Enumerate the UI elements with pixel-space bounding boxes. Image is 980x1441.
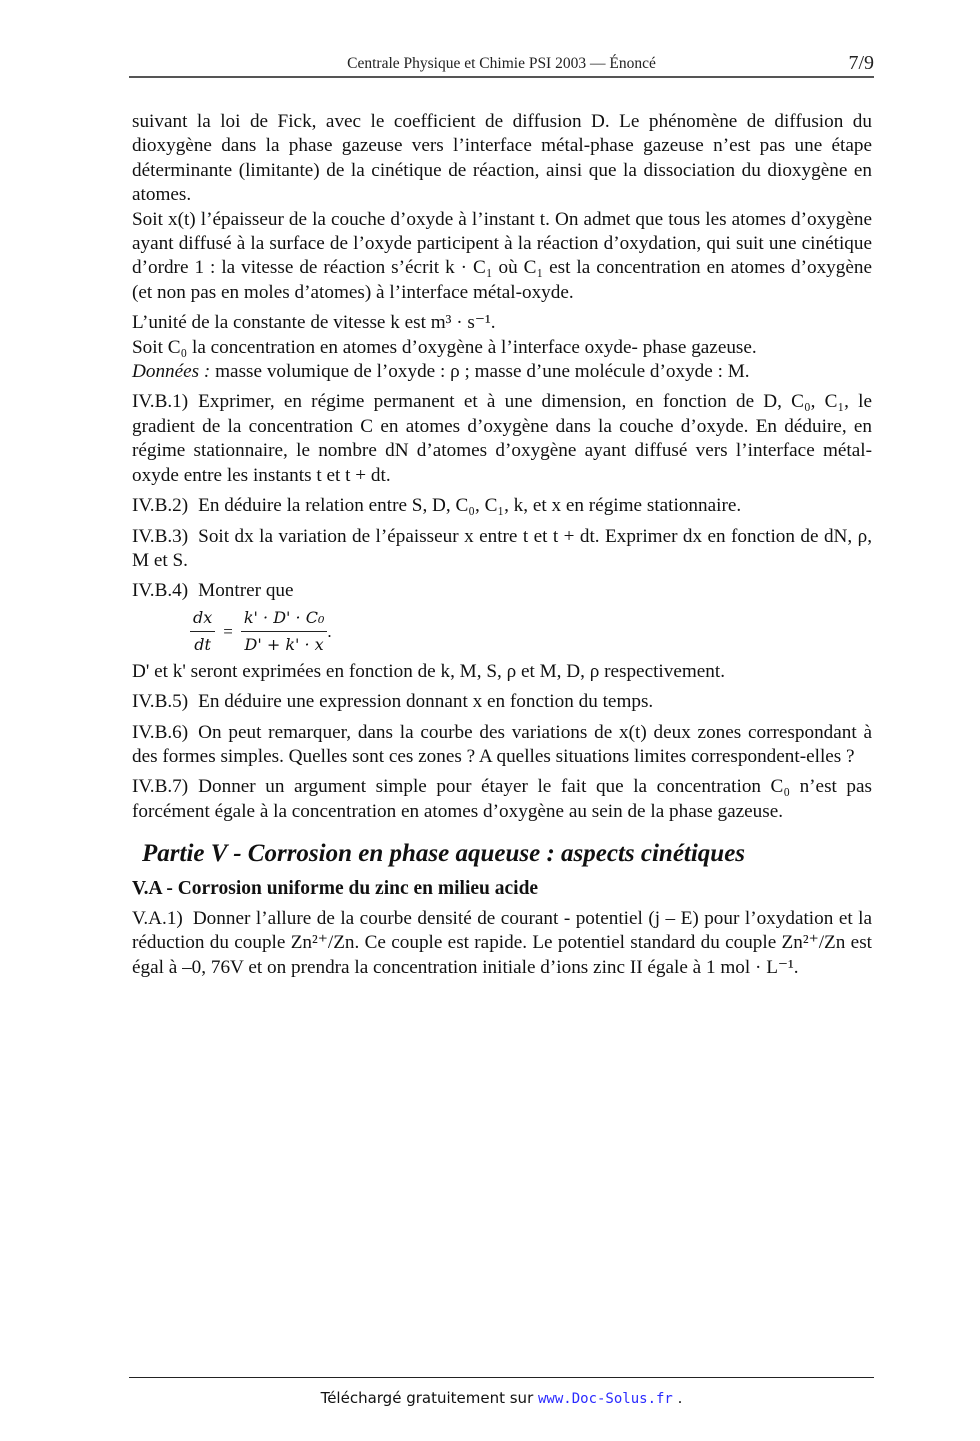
data-label: Données : [132, 361, 211, 383]
formula-dx-dt: $\frac{dx}{dt}$ = $\frac{\text{k' · D' · C₀}}{D' + k' \cdot x}$ . [190, 606, 872, 658]
question-text: Soit dx la variation de l’épaisseur x entre t et t + dt. Exprimer dx en fonction de dN, ρ, M et S. [132, 525, 872, 571]
question-ivb5 [132, 690, 872, 714]
question-text: Donner l’allure de la courbe densité de courant - potentiel (j – E) pour l’oxydation et la réduction du couple Zn²⁺/Zn. Ce couple est rapide. Le potentiel standard du couple Zn²⁺/Zn est égal à –0, 76V et on prendra la concentration initiale d’ions zinc II égale à 1 mol · L⁻¹. [132, 907, 872, 978]
question-label: IV.B.6) [132, 721, 189, 743]
data-text: masse volumique de l’oxyde : ρ ; masse d’une molécule d’oxyde : M. [210, 361, 750, 383]
footer-text: Téléchargé gratuitement sur [320, 1389, 538, 1407]
section-va-title: V.A - Corrosion uniforme du zinc en milieu acide [132, 877, 539, 899]
question-ivb4 [132, 579, 872, 603]
header-title: Centrale Physique et Chimie PSI 2003 — Énoncé [347, 55, 656, 72]
page-header [129, 52, 874, 78]
paragraph-d-k-prime: D' et k' seront exprimées en fonction de k, M, S, ρ et M, D, ρ respectivement. [132, 660, 726, 682]
part-v-title: Partie V - Corrosion en phase aqueuse : aspects cinétiques [142, 840, 746, 868]
question-label: IV.B.2) [132, 495, 189, 517]
doc-solus-link[interactable]: www.Doc-Solus.fr [538, 1391, 673, 1407]
question-label: V.A.1) [132, 907, 183, 929]
paragraph-c0: Soit C₀ la concentration en atomes d’oxygène à l’interface oxyde- phase gazeuse. [132, 336, 757, 358]
question-ivb3 [132, 525, 872, 574]
header-divider [129, 76, 874, 78]
paragraph-oxide-thickness: Soit x(t) l’épaisseur de la couche d’oxyde à l’instant t. On admet que tous les atomes d’oxygène ayant diffusé à la surface de l’oxyde participent à la réaction d’oxydation, qui suit une cinétique d’ordre 1 : la vitesse de réaction s’écrit k · C₁ où C₁ est la concentration en atomes d’oxygène (et non pas en moles d’atomes) à l’interface métal-oxyde. [132, 208, 872, 303]
question-label: IV.B.1) [132, 391, 189, 413]
question-ivb7 [132, 775, 872, 824]
question-ivb2 [132, 494, 872, 518]
question-ivb1 [132, 390, 872, 488]
question-label: IV.B.7) [132, 776, 189, 798]
question-text: Donner un argument simple pour étayer le fait que la concentration C₀ n’est pas forcément égale à la concentration en atomes d’oxygène au sein de la phase gazeuse. [132, 776, 872, 822]
paragraph-rate-unit: L’unité de la constante de vitesse k est m³ · s⁻¹. [132, 312, 496, 334]
question-label: IV.B.5) [132, 691, 189, 713]
paragraph-data [132, 360, 872, 384]
question-text: En déduire une expression donnant x en fonction du temps. [198, 691, 654, 713]
question-text: On peut remarquer, dans la courbe des variations de x(t) deux zones correspondant à des formes simples. Quelles sont ces zones ? A quelles situations limites correspondent-elles ? [132, 721, 872, 767]
paragraph-fick: suivant la loi de Fick, avec le coefficient de diffusion D. Le phénomène de diffusion du dioxygène dans la phase gazeuse vers l’interface métal-phase gazeuse n’est pas une étape déterminante (limitante) de la cinétique de réaction, ainsi que la dissociation du dioxygène en atomes. [132, 111, 872, 206]
formula-lhs: $\frac{dx}{dt}$ [190, 606, 215, 658]
question-ivb6 [132, 721, 872, 770]
question-text: Exprimer, en régime permanent et à une dimension, en fonction de D, C₀, C₁, le gradient de la concentration C en atomes d’oxygène dans la couche d’oxyde. En déduire, en régime stationnaire, le nombre dN d’atomes d’oxygène ayant diffusé vers l’interface métal-oxyde entre les instants t et t + dt. [132, 391, 872, 486]
question-text: En déduire la relation entre S, D, C₀, C₁, k, et x en régime stationnaire. [198, 495, 742, 517]
question-label: IV.B.4) [132, 580, 189, 602]
question-text: Montrer que [198, 580, 294, 602]
formula-rhs: $\frac{\text{k' · D' · C₀}}{D' + k' \cdot x}$ [241, 606, 328, 658]
question-va1 [132, 907, 872, 980]
page-content [132, 110, 872, 980]
question-label: IV.B.3) [132, 525, 189, 547]
page-number: 7/9 [848, 52, 874, 74]
page-footer: Téléchargé gratuitement sur www.Doc-Solus.fr . [320, 1389, 683, 1407]
footer-divider [129, 1377, 874, 1378]
